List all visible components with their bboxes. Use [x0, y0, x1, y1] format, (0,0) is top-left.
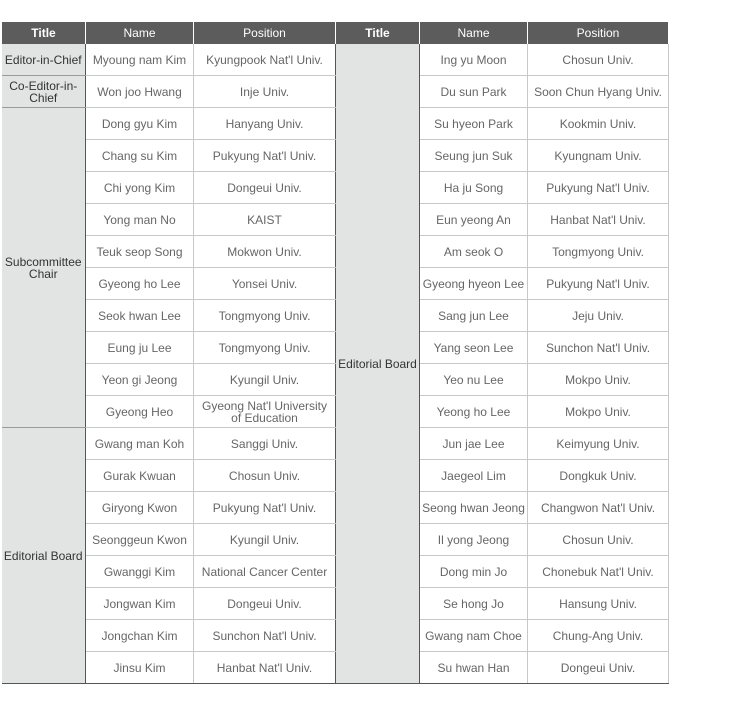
table-row: [2, 332, 669, 364]
right-member-name: Seong hwan Jeong: [420, 492, 528, 524]
table-row: [2, 140, 669, 172]
right-member-name: Se hong Jo: [420, 588, 528, 620]
right-member-name: Su hwan Han: [420, 652, 528, 684]
right-member-name: Yeo nu Lee: [420, 364, 528, 396]
table-row: [2, 396, 669, 428]
right-member-position: Tongmyong Univ.: [528, 236, 669, 268]
table-row: [2, 172, 669, 204]
right-member-name: Seung jun Suk: [420, 140, 528, 172]
right-member-position: Changwon Nat'l Univ.: [528, 492, 669, 524]
left-member-name: Jongchan Kim: [86, 620, 194, 652]
table-row: [2, 44, 669, 76]
right-member-name: Du sun Park: [420, 76, 528, 108]
left-member-position: Chosun Univ.: [194, 460, 336, 492]
right-member-position: Hanbat Nat'l Univ.: [528, 204, 669, 236]
left-member-position: Gyeong Nat'l University of Education: [194, 396, 336, 428]
left-member-name: Myoung nam Kim: [86, 44, 194, 76]
right-member-name: Ing yu Moon: [420, 44, 528, 76]
right-member-name: Jaegeol Lim: [420, 460, 528, 492]
left-member-name: Jongwan Kim: [86, 588, 194, 620]
left-member-position: Kyungpook Nat'l Univ.: [194, 44, 336, 76]
left-member-name: Dong gyu Kim: [86, 108, 194, 140]
right-member-name: Eun yeong An: [420, 204, 528, 236]
left-member-position: Pukyung Nat'l Univ.: [194, 492, 336, 524]
header-row: [2, 22, 669, 44]
left-member-position: Dongeui Univ.: [194, 172, 336, 204]
right-member-position: Pukyung Nat'l Univ.: [528, 268, 669, 300]
table-row: [2, 524, 669, 556]
right-member-name: Il yong Jeong: [420, 524, 528, 556]
table-row: [2, 652, 669, 684]
left-member-position: Dongeui Univ.: [194, 588, 336, 620]
table-row: [2, 364, 669, 396]
right-member-position: Chonebuk Nat'l Univ.: [528, 556, 669, 588]
table-row: [2, 620, 669, 652]
left-name-header: Name: [86, 22, 194, 44]
right-member-name: Yeong ho Lee: [420, 396, 528, 428]
left-member-position: Yonsei Univ.: [194, 268, 336, 300]
left-member-position: Sunchon Nat'l Univ.: [194, 620, 336, 652]
right-member-name: Gwang nam Choe: [420, 620, 528, 652]
right-member-position: Jeju Univ.: [528, 300, 669, 332]
left-member-position: Mokwon Univ.: [194, 236, 336, 268]
right-member-position: Kookmin Univ.: [528, 108, 669, 140]
left-member-position: Hanbat Nat'l Univ.: [194, 652, 336, 684]
table-row: [2, 428, 669, 460]
left-member-name: Yeon gi Jeong: [86, 364, 194, 396]
right-member-name: Sang jun Lee: [420, 300, 528, 332]
right-member-name: Yang seon Lee: [420, 332, 528, 364]
table-row: [2, 204, 669, 236]
left-member-position: Kyungil Univ.: [194, 524, 336, 556]
left-member-position: Tongmyong Univ.: [194, 332, 336, 364]
right-member-position: Soon Chun Hyang Univ.: [528, 76, 669, 108]
left-group-title: Editorial Board: [2, 428, 86, 684]
right-member-position: Mokpo Univ.: [528, 364, 669, 396]
table-row: [2, 300, 669, 332]
right-name-header: Name: [420, 22, 528, 44]
left-member-position: Hanyang Univ.: [194, 108, 336, 140]
left-member-name: Won joo Hwang: [86, 76, 194, 108]
left-member-name: Jinsu Kim: [86, 652, 194, 684]
table-row: [2, 492, 669, 524]
left-member-position: Tongmyong Univ.: [194, 300, 336, 332]
left-member-name: Gyeong ho Lee: [86, 268, 194, 300]
left-member-name: Chang su Kim: [86, 140, 194, 172]
board-body: [2, 44, 669, 684]
right-member-position: Chosun Univ.: [528, 524, 669, 556]
table-row: [2, 76, 669, 108]
left-group-title: Editor-in-Chief: [2, 44, 86, 76]
right-group-title: Editorial Board: [336, 44, 420, 684]
left-member-position: Inje Univ.: [194, 76, 336, 108]
left-group-title: Co-Editor-in-Chief: [2, 76, 86, 108]
left-member-name: Gurak Kwuan: [86, 460, 194, 492]
right-member-position: Sunchon Nat'l Univ.: [528, 332, 669, 364]
right-member-position: Pukyung Nat'l Univ.: [528, 172, 669, 204]
right-member-position: Chosun Univ.: [528, 44, 669, 76]
table-row: [2, 460, 669, 492]
left-member-position: Sanggi Univ.: [194, 428, 336, 460]
right-member-name: Dong min Jo: [420, 556, 528, 588]
left-group-title: Subcommittee Chair: [2, 108, 86, 428]
right-member-position: Chung-Ang Univ.: [528, 620, 669, 652]
right-member-position: Dongkuk Univ.: [528, 460, 669, 492]
left-member-name: Gwang man Koh: [86, 428, 194, 460]
left-member-name: Seok hwan Lee: [86, 300, 194, 332]
table-row: [2, 588, 669, 620]
right-member-name: Ha ju Song: [420, 172, 528, 204]
table-row: [2, 268, 669, 300]
right-member-position: Dongeui Univ.: [528, 652, 669, 684]
left-member-name: Seonggeun Kwon: [86, 524, 194, 556]
left-title-header: Title: [2, 22, 86, 44]
left-member-name: Gwanggi Kim: [86, 556, 194, 588]
left-member-position: National Cancer Center: [194, 556, 336, 588]
right-member-name: Su hyeon Park: [420, 108, 528, 140]
left-member-name: Giryong Kwon: [86, 492, 194, 524]
left-member-position: KAIST: [194, 204, 336, 236]
table-row: [2, 236, 669, 268]
left-member-position: Pukyung Nat'l Univ.: [194, 140, 336, 172]
right-member-position: Keimyung Univ.: [528, 428, 669, 460]
left-member-name: Chi yong Kim: [86, 172, 194, 204]
right-member-name: Am seok O: [420, 236, 528, 268]
left-member-position: Kyungil Univ.: [194, 364, 336, 396]
table-row: [2, 556, 669, 588]
left-position-header: Position: [194, 22, 336, 44]
left-member-name: Eung ju Lee: [86, 332, 194, 364]
right-member-position: Hansung Univ.: [528, 588, 669, 620]
left-member-name: Yong man No: [86, 204, 194, 236]
right-member-name: Jun jae Lee: [420, 428, 528, 460]
left-member-name: Teuk seop Song: [86, 236, 194, 268]
right-position-header: Position: [528, 22, 669, 44]
left-member-name: Gyeong Heo: [86, 396, 194, 428]
right-member-name: Gyeong hyeon Lee: [420, 268, 528, 300]
right-member-position: Kyungnam Univ.: [528, 140, 669, 172]
table-row: [2, 108, 669, 140]
right-title-header: Title: [336, 22, 420, 44]
right-member-position: Mokpo Univ.: [528, 396, 669, 428]
editorial-board-table: [1, 22, 669, 684]
